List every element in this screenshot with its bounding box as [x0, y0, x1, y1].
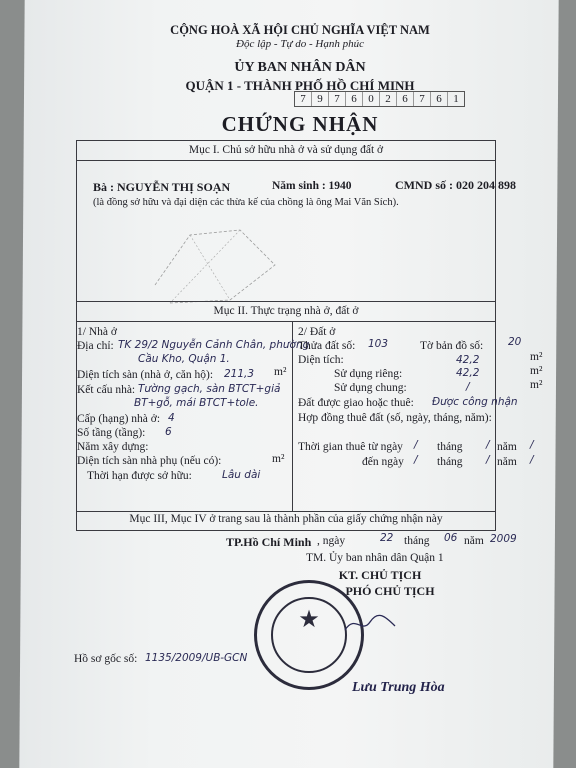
day-label: , ngày: [317, 535, 346, 547]
allocation-form-value: Được công nhận: [432, 396, 518, 408]
lease-to-label: đến ngày: [362, 456, 404, 468]
land-area-label: Diện tích:: [298, 354, 344, 366]
owner-note: (là đồng sở hữu và đại diện các thừa kế của chồng là ông Mai Văn Sích).: [93, 197, 399, 208]
house-title: 1/ Nhà ở: [77, 326, 117, 338]
address-line2: Cầu Kho, Quận 1.: [138, 353, 230, 365]
rule: [76, 160, 496, 161]
birth-year: Năm sinh : 1940: [272, 180, 352, 192]
address-line1: TK 29/2 Nguyễn Cảnh Chân, phường: [118, 339, 310, 351]
rule: [76, 511, 496, 512]
district-heading: QUẬN 1 - THÀNH PHỐ HỒ CHÍ MINH: [185, 78, 415, 93]
month-label: tháng: [404, 535, 430, 547]
lease-contract-label: Hợp đồng thuê đất (số, ngày, tháng, năm):: [298, 412, 492, 424]
shared-use-unit: m²: [530, 379, 543, 391]
lease-to-month: /: [486, 454, 490, 466]
land-area-value: 42,2: [456, 354, 480, 366]
grade-label: Cấp (hạng) nhà ở:: [77, 413, 161, 425]
signer-name: Lưu Trung Hòa: [352, 680, 445, 695]
lease-to-month-label: tháng: [437, 456, 463, 468]
rule: [76, 530, 496, 531]
file-number-label: Hồ sơ gốc số:: [74, 653, 138, 665]
ownership-term-value: Lâu dài: [222, 469, 261, 481]
rule: [76, 301, 496, 302]
private-use-unit: m²: [530, 365, 543, 377]
lease-from-year-label: năm: [497, 441, 517, 453]
floors-value: 6: [165, 426, 172, 438]
signing-day: 22: [380, 532, 394, 544]
aux-area-unit: m²: [272, 453, 285, 465]
id-number: CMND số : 020 204 898: [395, 178, 516, 192]
shared-use-label: Sử dụng chung:: [334, 382, 407, 394]
grade-value: 4: [168, 412, 175, 424]
map-sheet-label: Tờ bản đồ số:: [420, 340, 484, 352]
lease-from-label: Thời gian thuê từ ngày: [298, 441, 403, 453]
motto: Độc lập - Tự do - Hạnh phúc: [236, 38, 364, 50]
lease-to-year: /: [530, 454, 534, 466]
lease-from-day: /: [414, 439, 418, 451]
floors-label: Số tầng (tầng):: [77, 427, 146, 439]
land-title: 2/ Đất ở: [298, 326, 336, 338]
land-sketch-map: [150, 225, 280, 305]
year-label: năm: [464, 535, 484, 547]
ownership-term-label: Thời hạn được sở hữu:: [87, 470, 192, 482]
aux-area-label: Diện tích sàn nhà phụ (nếu có):: [77, 455, 222, 467]
committee-heading: ỦY BAN NHÂN DÂN: [234, 60, 366, 75]
signing-place: TP.Hồ Chí Minh: [226, 535, 312, 549]
vice-chairman-title: PHÓ CHỦ TỊCH: [345, 584, 435, 598]
lease-from-month: /: [486, 439, 490, 451]
section2-heading: Mục II. Thực trạng nhà ở, đất ở: [213, 305, 359, 317]
address-label: Địa chỉ:: [77, 340, 114, 352]
file-number-value: 1135/2009/UB-GCN: [145, 652, 248, 664]
land-area-unit: m²: [530, 351, 543, 363]
map-sheet-value: 20: [508, 336, 522, 348]
lease-to-day: /: [414, 454, 418, 466]
signing-month: 06: [444, 532, 458, 544]
kt-chairman: KT. CHỦ TỊCH: [338, 568, 422, 582]
handwritten-signature: [340, 612, 400, 637]
structure-line1: Tường gạch, sàn BTCT+giả: [138, 383, 281, 395]
document-title: CHỨNG NHẬN: [221, 112, 379, 136]
signing-year: 2009: [490, 533, 517, 545]
structure-label: Kết cấu nhà:: [77, 384, 136, 396]
frame-right: [495, 140, 496, 530]
structure-line2: BT+gỗ, mái BTCT+tole.: [134, 397, 259, 409]
allocation-form-label: Đất được giao hoặc thuê:: [298, 397, 414, 409]
section1-heading: Mục I. Chủ sở hữu nhà ở và sử dụng đất ở: [188, 144, 384, 156]
shared-use-value: /: [466, 381, 470, 393]
floor-area-label: Diện tích sàn (nhà ở, căn hộ):: [77, 369, 214, 381]
section34-note: Mục III, Mục IV ở trang sau là thành phần của giấy chứng nhận này: [129, 513, 443, 525]
republic-heading: CỘNG HOÀ XÃ HỘI CHỦ NGHĨA VIỆT NAM: [170, 23, 430, 37]
plot-value: 103: [368, 338, 389, 350]
lease-from-year: /: [530, 439, 534, 451]
private-use-value: 42,2: [456, 367, 480, 379]
owner-name: Bà : NGUYỄN THỊ SOẠN: [93, 180, 231, 194]
rule: [76, 321, 496, 322]
floor-area-value: 211,3: [224, 368, 255, 380]
private-use-label: Sử dụng riêng:: [334, 368, 403, 380]
floor-area-unit: m²: [274, 366, 287, 378]
built-year-label: Năm xây dựng:: [77, 441, 149, 453]
on-behalf-line: TM. Ủy ban nhân dân Quận 1: [306, 552, 444, 564]
lease-from-month-label: tháng: [437, 441, 463, 453]
serial-number: 7 9 7 6 0 2 6 7 6 1: [294, 91, 465, 107]
seal-star-icon: ★: [298, 607, 320, 633]
plot-label: Thửa đất số:: [298, 340, 356, 352]
frame-top: [76, 140, 496, 141]
lease-to-year-label: năm: [497, 456, 517, 468]
